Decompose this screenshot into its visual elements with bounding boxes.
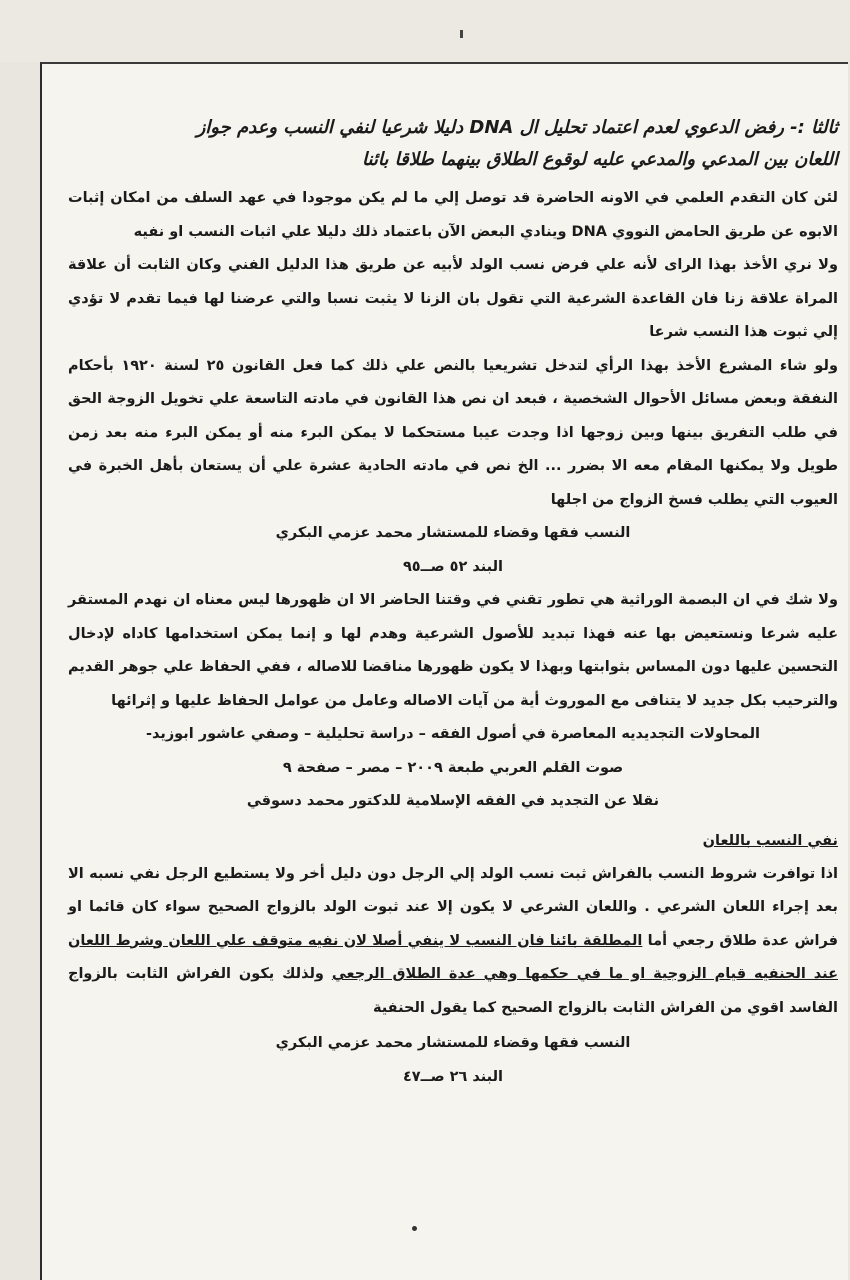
paragraph-1: لئن كان التقدم العلمي في الاونه الحاضرة قد توصل إلي ما لم يكن موجودا في عهد السلف من امكان إثبات الابوه عن طريق الحامض النووي DNA وينادي البعض الآن باعتماد ذلك دليلا علي اثبات النسب او نفيه bbox=[68, 190, 838, 240]
paragraph-5-end: ولذلك يكون الفراش الثابت بالزواج الفاسد اقوي من الفراش الثابت بالزواج الصحيح كما يقول الحنفية bbox=[68, 966, 838, 1016]
paragraph-3: ولو شاء المشرع الأخذ بهذا الرأي لتدخل تشريعيا بالنص علي ذلك كما فعل القانون ٢٥ لسنة ١٩٢٠ بأحكام النفقة وبعض مسائل الأحوال الشخصية ، فبعد ان نص هذا القانون في مادته التاسعة علي تخويل الزوجة الحق في طلب التفريق بينها وبين زوجها اذا وجدت عيبا مستحكما لا يمكن البرء منه أو يمكن البرء منه بعد زمن طويل ولا يمكنها المقام معه الا بضرر ... الخ نص في مادته الحادية عشرة علي أن يستعان بأهل الخبرة في العيوب التي يطلب فسخ الزواج من اجلها bbox=[68, 357, 838, 508]
subheading: نفي النسب باللعان bbox=[702, 832, 838, 849]
paragraph-2: ولا نري الأخذ بهذا الراى لأنه علي فرض نسب الولد لأبيه عن طريق هذا الدليل الفني وكان الثابت أن علاقة المراة علاقة زنا فان القاعدة الشرعية التي تقول بان الزنا لا يثبت نسبا والتي عرضنا لها فيما تقدم لا تؤدي إلي ثبوت هذا النسب شرعا bbox=[68, 257, 838, 340]
paragraph-5-start: اذا توافرت شروط النسب بالفراش ثبت نسب الولد إلي الرجل دون دليل أخر ولا يستطيع الرجل نفي نسبه الا بعد إجراء اللعان الشرعي . واللعان الشرعي لا يكون إلا عند ثبوت الولد بالزواج الصحيح سواء كان قائما او فراش عدة طلاق رجعي أما bbox=[68, 865, 838, 949]
section-heading bbox=[68, 112, 838, 176]
citation-2-publisher: صوت القلم العربي طبعة ٢٠٠٩ – مصر – صفحة ٩ bbox=[282, 759, 624, 776]
citation-3-ref: البند ٢٦ صــ٤٧ bbox=[402, 1068, 504, 1085]
paragraph-5 bbox=[68, 858, 838, 1026]
heading-line-1: ثالثا :- رفض الدعوي لعدم اعتماد تحليل ال DNA دليلا شرعيا لنفي النسب وعدم جواز bbox=[196, 117, 838, 138]
heading-line-2: اللعان بين المدعي والمدعي عليه لوقوع الطلاق بينهما طلاقا بائنا bbox=[361, 149, 838, 170]
citation-3-source: النسب فقها وقضاء للمستشار محمد عزمي البكري bbox=[275, 1035, 631, 1051]
document-body bbox=[68, 112, 838, 1094]
citation-1-source: النسب فقها وقضاء للمستشار محمد عزمي البكري bbox=[275, 525, 631, 541]
paragraph-4: ولا شك في ان البصمة الوراثية هي تطور تقني في وقتنا الحاضر الا ان ظهورها ليس معناه ان نهدم المستقر عليه شرعا ونستعيض بها عنه فهذا تبديد للأصول الشرعية وهدم لها و إنما يمكن استخدامها كاداه لإدخال التحسين عليها دون المساس بثوابتها وبهذا لا يكون ظهورها مناقضا للاصاله ، ففي الحفاظ علي جوهر القديم والترحيب بكل جديد لا يتنافى مع الموروث أية من آيات الاصاله وعامل من عوامل الحفاظ عليها و إثرائها bbox=[68, 592, 838, 709]
scan-top-margin bbox=[0, 0, 850, 62]
scan-mark bbox=[460, 30, 463, 38]
citation-1-ref: البند ٥٢ صــ٩٥ bbox=[402, 558, 504, 575]
citation-2-title: المحاولات التجديديه المعاصرة في أصول الفقه – دراسة تحليلية – وصفي عاشور ابوزيد- bbox=[145, 726, 760, 742]
page-mark bbox=[412, 1226, 417, 1231]
paragraph-5-underlined: المطلقة بائنا فان النسب لا ينفي أصلا لان نفيه متوقف علي اللعان وشرط اللعان عند الحنفيه قيام الزوجية او ما في حكمها وهي عدة الطلاق الرجعي bbox=[68, 932, 838, 982]
citation-2-source: نقلا عن التجديد في الفقه الإسلامية للدكتور محمد دسوقي bbox=[246, 793, 660, 809]
